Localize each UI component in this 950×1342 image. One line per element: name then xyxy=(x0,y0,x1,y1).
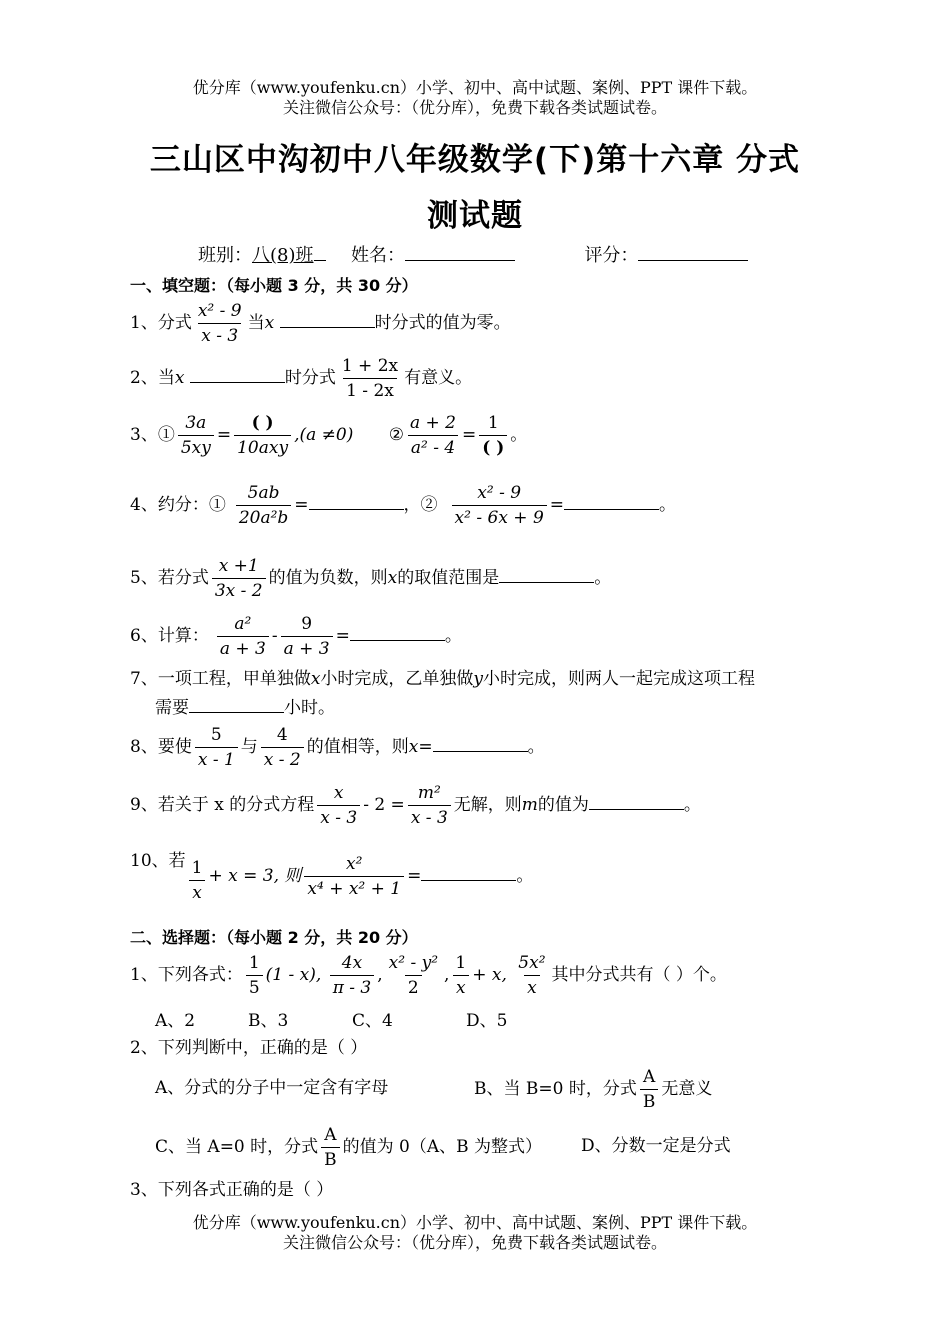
fraction: $\frac{x}{x - 3}$ xyxy=(317,782,360,829)
score-label: 评分： xyxy=(584,245,639,266)
info-line xyxy=(198,241,748,267)
answer-blank[interactable] xyxy=(499,564,594,583)
q-text: ，② xyxy=(403,495,438,515)
s2-question-3: 3、下列各式正确的是（ ） xyxy=(130,1180,334,1200)
fraction: $\frac{\text{x² - y²}}{2}$ xyxy=(388,953,439,998)
fraction: $\frac{1 + 2x}{1 - 2x}$ xyxy=(341,356,399,401)
q-text: 8、要使 xyxy=(130,737,192,757)
section2-heading: 二、选择题：（每小题 2 分，共 20 分） xyxy=(130,928,418,947)
q-condition: + x = 3, 则 xyxy=(208,866,302,886)
header-line-1: 优分库（www.youfenku.cn）小学、初中、高中试题、案例、PPT 课件下载。 xyxy=(192,78,758,97)
q-var: x= xyxy=(408,737,433,757)
score-field[interactable] xyxy=(638,242,748,261)
q-text: 。 xyxy=(444,626,462,646)
q-text: 其中分式共有（ ）个。 xyxy=(551,965,727,985)
fraction: $\frac{5}{x - 1}$ xyxy=(195,724,238,771)
s2-question-2: 2、下列判断中，正确的是（ ） xyxy=(130,1038,368,1058)
q-text: 当 xyxy=(247,313,265,333)
q-text: 。 xyxy=(683,795,701,815)
fraction: $\frac{1}{x}$ xyxy=(189,857,206,904)
s1-question-3: 3、① $\frac{3a}{5xy}$ = $\frac{( )}{\text{10axy}}$ ,(a ≠0) ② $\frac{a + 2}{\text{a² - 4}}$ = $\frac{1}{( )}$ 。 xyxy=(130,413,528,458)
s2-q2-option-d[interactable]: D、分数一定是分式 xyxy=(581,1136,731,1156)
fraction: $\frac{\text{a²}}{a + 3}$ xyxy=(217,613,269,660)
s2-q2-option-b[interactable]: B、当 B=0 时，分式 $\frac{A}{B}$ 无意义 xyxy=(474,1067,713,1112)
page-title-2: 测试题 xyxy=(427,198,523,234)
q-text: 。 xyxy=(516,866,534,886)
q-text: 。 xyxy=(594,568,612,588)
fraction: $\frac{A}{B}$ xyxy=(640,1066,659,1113)
fraction: $\frac{x +1}{3x - 2}$ xyxy=(212,555,266,602)
fraction: $\frac{\text{x²}}{\text{x⁴ + x² + 1}}$ xyxy=(304,853,404,900)
fraction: $\frac{1}{x}$ xyxy=(452,952,469,999)
s1-question-1 xyxy=(130,300,511,347)
q-text: 1、下列各式： xyxy=(130,965,243,985)
q-text: 的取值范围是 xyxy=(397,568,500,588)
q-text: 的值为 xyxy=(537,795,589,815)
q-text: 小时完成，乙单独做 xyxy=(320,669,474,689)
answer-blank[interactable] xyxy=(350,622,445,641)
fraction: $\frac{4}{x - 2}$ xyxy=(261,724,304,771)
fraction-blank[interactable]: $\frac{1}{( )}$ xyxy=(479,412,507,459)
q-var: x xyxy=(174,368,185,388)
s1-question-2 xyxy=(130,355,472,402)
q-text: 4、约分：① xyxy=(130,495,226,515)
s1-question-10: 10、若 $\frac{1}{x}$ + x = 3, 则 $\frac{\text{x²}}{\text{x⁴ + x² + 1}}$ = 。 xyxy=(130,851,534,903)
s1-question-6: 6、计算： $\frac{\text{a²}}{a + 3}$ - $\frac{9}{a + 3}$ = 。 xyxy=(130,614,462,659)
fraction: $\frac{3a}{5xy}$ xyxy=(178,412,214,459)
q-text: 3、① xyxy=(130,425,175,445)
s2-q1-option-c[interactable]: C、4 xyxy=(352,1011,393,1031)
footer-line-1: 优分库（www.youfenku.cn）小学、初中、高中试题、案例、PPT 课件下载。 xyxy=(192,1213,758,1232)
answer-blank[interactable] xyxy=(589,791,684,810)
q-text: 的值相等，则 xyxy=(306,737,409,757)
q-text: ② xyxy=(388,425,404,445)
answer-blank[interactable] xyxy=(189,694,284,713)
s1-question-9 xyxy=(130,782,701,829)
header-line-2: 关注微信公众号：（优分库），免费下载各类试题试卷。 xyxy=(282,98,667,117)
s2-q1-option-b[interactable]: B、3 xyxy=(248,1011,289,1031)
name-field[interactable] xyxy=(405,242,515,261)
answer-blank[interactable] xyxy=(190,364,285,383)
q-text: 。 xyxy=(527,737,545,757)
s1-question-7: 7、一项工程，甲单独做x小时完成，乙单独做y小时完成，则两人一起完成这项工程 xyxy=(130,669,756,689)
s2-question-1: 1、下列各式： $\frac{1}{5}$ (1 - x), $\frac{4x}{\pi - 3}$ , $\frac{\text{x² - y²}}{2}$ , $\frac{1}{x}$ + x, $\frac{\text{5x²}}{x}$ 其中分式共有（ ）个。 xyxy=(130,953,727,998)
q-var: x xyxy=(387,568,398,588)
fraction: $\frac{\text{5x²}}{x}$ xyxy=(518,953,546,998)
answer-blank[interactable] xyxy=(433,733,528,752)
answer-blank[interactable] xyxy=(564,491,659,510)
fraction: $\frac{\text{x² - 9}}{\text{x² - 6x + 9}}$ xyxy=(452,482,547,529)
q-condition: ,(a ≠0) xyxy=(294,425,354,445)
class-value: 八(8)班 xyxy=(252,245,314,266)
fraction: $\frac{5ab}{\text{20a²b}}$ xyxy=(236,482,291,529)
q-text: 。 xyxy=(659,495,677,515)
s1-question-8 xyxy=(130,724,545,771)
q-text: 9、若关于 x 的分式方程 xyxy=(130,795,315,815)
answer-blank[interactable] xyxy=(309,491,404,510)
s1-question-7-line2 xyxy=(155,694,335,720)
q-text: 7、一项工程，甲单独做 xyxy=(130,669,311,689)
s2-q1-option-d[interactable]: D、5 xyxy=(466,1011,508,1031)
q-text: 1、分式 xyxy=(130,313,192,333)
name-label: 姓名： xyxy=(350,245,405,266)
s2-q2-option-c[interactable]: C、当 A=0 时，分式 $\frac{A}{B}$ 的值为 0（A、B 为整式） xyxy=(155,1125,543,1170)
s2-q1-option-a[interactable]: A、2 xyxy=(155,1011,196,1031)
q-text: 。 xyxy=(510,425,528,445)
q-expression: (1 - x), xyxy=(265,965,322,985)
q-text: 与 xyxy=(240,737,258,757)
fraction: $\frac{\text{x² - 9}}{x - 3}$ xyxy=(197,301,242,346)
fraction: $\frac{1}{5}$ xyxy=(246,952,263,999)
s1-question-5 xyxy=(130,555,611,602)
q-text: 无解，则 xyxy=(453,795,522,815)
q-text: 小时。 xyxy=(284,698,335,718)
q-text: 的值为负数，则 xyxy=(268,568,388,588)
q-text: 小时完成，则两人一起完成这项工程 xyxy=(483,669,756,689)
fraction: $\frac{a + 2}{\text{a² - 4}}$ xyxy=(407,412,459,459)
page-title: 三山区中沟初中八年级数学(下)第十六章 分式 xyxy=(149,142,801,178)
class-label: 班别： xyxy=(198,245,252,266)
q-var: m xyxy=(521,795,538,815)
q-var: x xyxy=(264,313,275,333)
q-text: 时分式 xyxy=(284,368,336,388)
fraction-blank[interactable]: $\frac{( )}{\text{10axy}}$ xyxy=(234,412,291,459)
s2-q2-option-a[interactable]: A、分式的分子中一定含有字母 xyxy=(155,1078,389,1098)
q-text: 10、若 xyxy=(130,851,186,871)
s1-question-4: 4、约分：① $\frac{5ab}{\text{20a²b}}$ = ，② $\frac{\text{x² - 9}}{\text{x² - 6x + 9}}$ = 。 xyxy=(130,483,677,528)
fraction: $\frac{9}{a + 3}$ xyxy=(281,613,333,660)
answer-blank[interactable] xyxy=(280,309,375,328)
q-text: 2、当 xyxy=(130,368,175,388)
q-expression: + x, xyxy=(472,965,507,985)
q-operator: - xyxy=(271,626,278,646)
answer-blank[interactable] xyxy=(421,862,516,881)
q-text: 5、若分式 xyxy=(130,568,209,588)
fraction: $\frac{\text{m²}}{x - 3}$ xyxy=(408,782,451,829)
q-text: 6、计算： xyxy=(130,626,209,646)
footer-line-2: 关注微信公众号：（优分库），免费下载各类试题试卷。 xyxy=(282,1233,667,1252)
q-operator: - 2 = xyxy=(363,795,405,815)
q-text: 时分式的值为零。 xyxy=(374,313,511,333)
fraction: $\frac{A}{B}$ xyxy=(321,1124,340,1171)
q-text: 需要 xyxy=(155,698,189,718)
fraction: $\frac{4x}{\pi - 3}$ xyxy=(330,952,375,999)
section1-heading: 一、填空题：（每小题 3 分，共 30 分） xyxy=(130,276,418,295)
q-text: 有意义。 xyxy=(404,368,473,388)
